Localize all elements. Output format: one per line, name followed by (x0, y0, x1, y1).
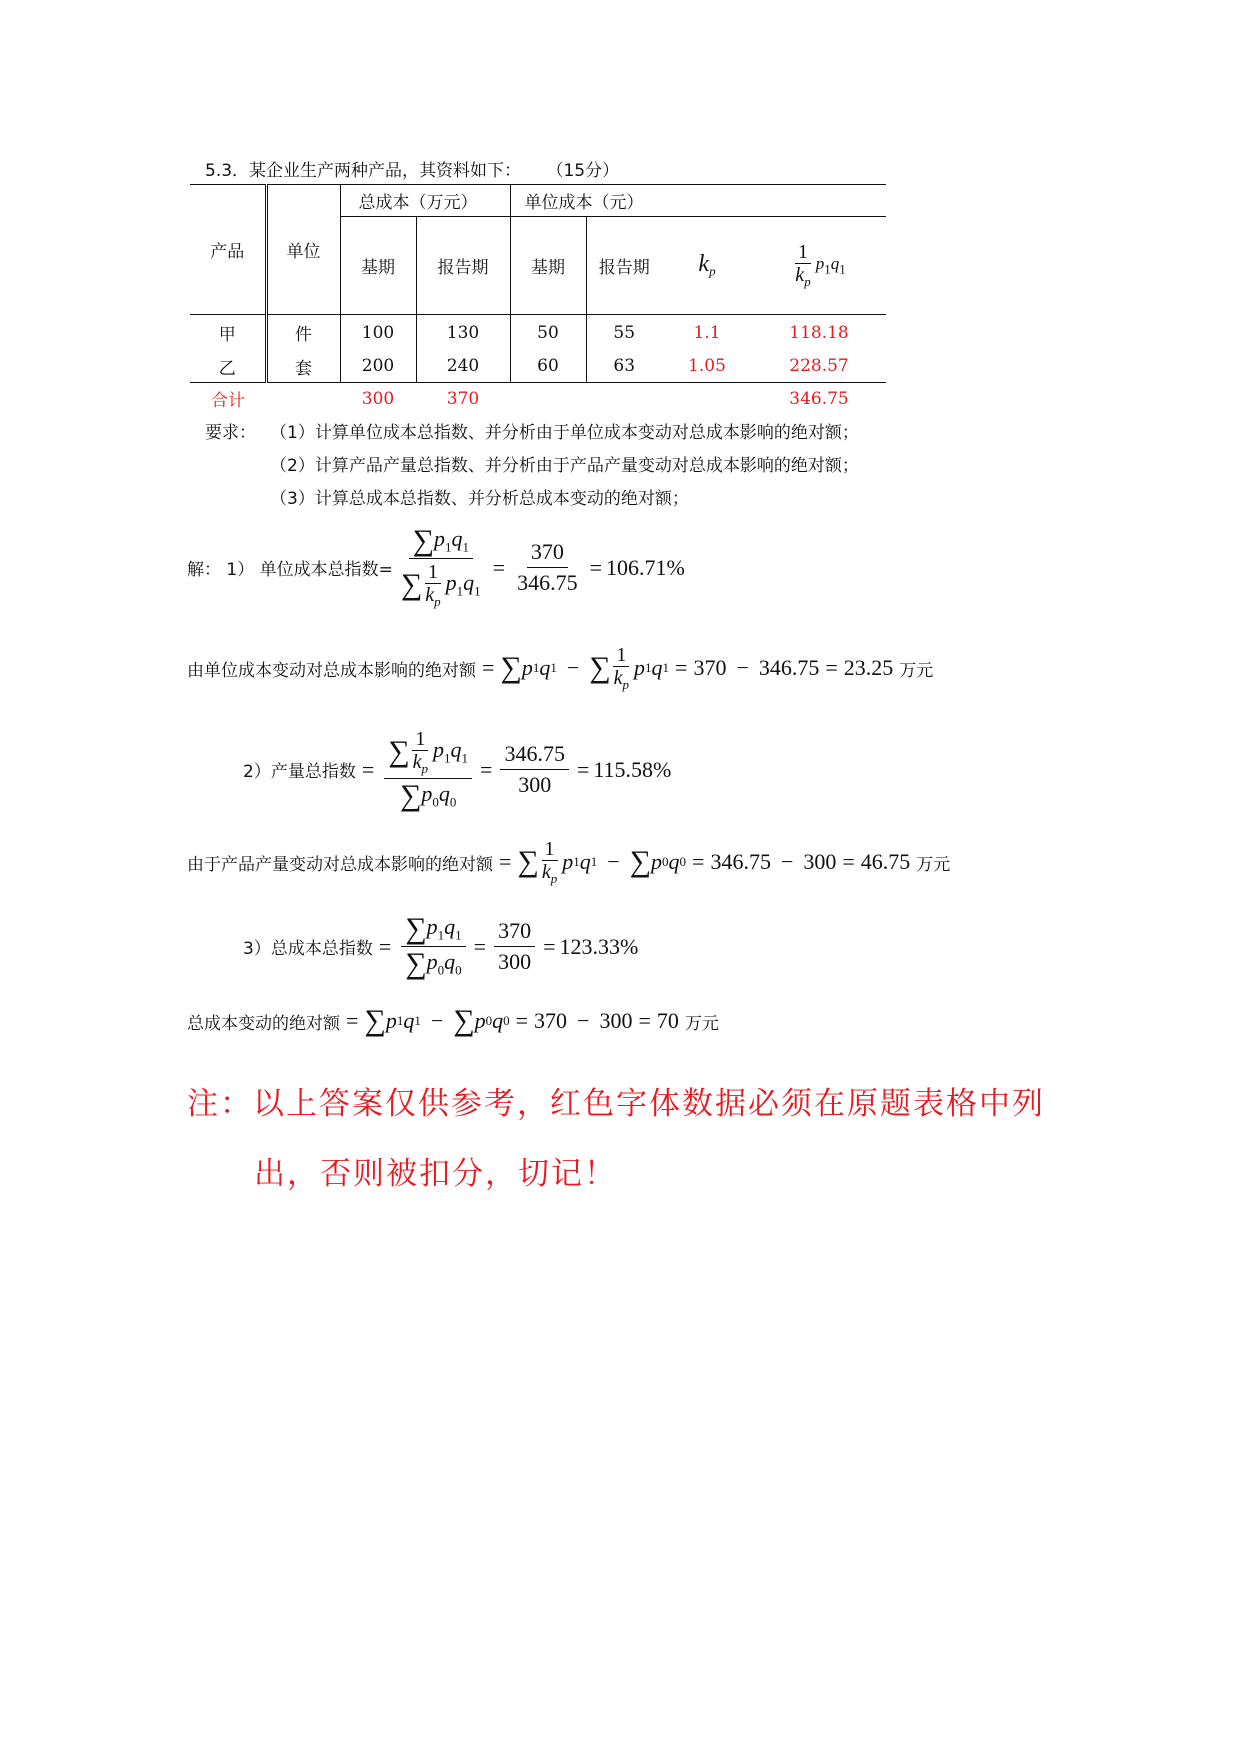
header-product: 产品 (190, 185, 266, 315)
s1b-result: 23.25 (843, 655, 894, 681)
table-total-row (190, 383, 886, 415)
cell-total-tc-base: 300 (340, 383, 416, 415)
cell-adjusted: 228.57 (789, 356, 849, 377)
s1b-b: 346.75 (758, 655, 820, 681)
solution-1-label: 解： 1） 单位成本总指数= (187, 560, 393, 581)
cell-uc-report: 63 (613, 356, 636, 377)
cell-adjusted: 118.18 (752, 315, 886, 351)
s2b-b: 300 (803, 849, 837, 875)
s1-result: 106.71% (606, 554, 685, 580)
s3b-a: 370 (534, 1008, 568, 1033)
solution-3-label: 3）总成本总指数 (243, 939, 373, 959)
requirement-item: （2）计算产品产量总指数、并分析由于产品产量变动对总成本影响的绝对额； (270, 456, 859, 476)
header-tc-base: 基期 (340, 217, 416, 315)
header-uc-report: 报告期 (598, 258, 650, 278)
s2b-a: 346.75 (710, 849, 771, 875)
formula-fraction: $\sum p_1q_1$ ∑ $\frac{1}{k_p}$ $p_1q_1$ (400, 524, 481, 609)
header-tc-report: 报告期 (416, 217, 510, 315)
solution-3b-label: 总成本变动的绝对额 (187, 1013, 340, 1034)
formula-fraction: $\frac{\sum p_1q_1}{\sum p_0q_0}$ (401, 914, 465, 979)
cell-uc-base: 50 (510, 315, 586, 351)
requirement-item: （1）计算单位成本总指数、并分析由于单位成本变动对总成本影响的绝对额； (270, 423, 859, 443)
unit-label: 万元 (899, 660, 934, 681)
cell-unit: 套 (266, 351, 340, 383)
cell-kp: 1.05 (688, 356, 726, 377)
cell-product: 甲 (190, 315, 266, 351)
s1-num: 370 (527, 539, 568, 568)
header-kp: $k_p$ (698, 251, 716, 279)
value-fraction (494, 918, 535, 975)
cell-tc-base: 200 (340, 351, 416, 383)
table-row (190, 351, 886, 383)
header-unit-cost: 单位成本（元） (510, 185, 886, 217)
cell-kp: 1.1 (662, 315, 752, 351)
s2-num: 346.75 (500, 741, 569, 770)
solution-2-label: 2）产量总指数 (243, 762, 356, 783)
cell-uc-base: 60 (510, 351, 586, 383)
header-adjusted: $\frac{1}{k_p}$ $p_1q_1$ (795, 241, 846, 290)
solution-1-index: 解： 1） 单位成本总指数= $\sum p_1q_1$ ∑ $\frac{1}{k_p}$ $p_1q_1$ = $\frac{370}{346.75}$ = 106.71% (187, 524, 685, 609)
problem-title (205, 156, 619, 181)
formula-fraction: ∑ $\frac{1}{k_p}$ $p_1q_1$ $\sum p_0q_0$ (384, 728, 472, 811)
unit-label: 万元 (916, 854, 951, 875)
note-line-1: 注：以上答案仅供参考，红色字体数据必须在原题表格中列 (187, 1086, 1045, 1122)
value-fraction (513, 539, 582, 596)
problem-title-text: 5.3．某企业生产两种产品，其资料如下： (205, 161, 522, 181)
s3-num: 370 (494, 918, 535, 947)
cell-product: 乙 (218, 358, 236, 379)
cell-tc-report: 130 (416, 315, 510, 351)
solution-3-absolute: 总成本变动的绝对额 = ∑ p 1 q 1 − ∑ p 0 q 0 = 370 − 300 = 70 万元 (187, 1004, 719, 1037)
table-row (190, 315, 886, 351)
cell-tc-report: 240 (416, 351, 510, 383)
s1b-a: 370 (693, 655, 727, 681)
header-total-cost: 总成本（万元） (340, 185, 510, 217)
s3b-result: 70 (656, 1008, 679, 1033)
cell-uc-report: 55 (586, 315, 662, 351)
solution-2b-label: 由于产品产量变动对总成本影响的绝对额 (187, 854, 493, 875)
unit-label: 万元 (684, 1013, 719, 1034)
cell-tc-base: 100 (340, 315, 416, 351)
cell-total-adjusted: 346.75 (752, 383, 886, 415)
solution-1b-label: 由单位成本变动对总成本影响的绝对额 (187, 660, 476, 681)
header-unit: 单位 (266, 185, 340, 315)
s2-result: 115.58% (593, 756, 672, 782)
s2b-result: 46.75 (860, 849, 911, 875)
solution-2-absolute: 由于产品产量变动对总成本影响的绝对额 = ∑ 1 $k_p$ p 1 q 1 − ∑ p 0 q 0 = 346.75 − 300 = 46.75 万元 (187, 838, 951, 886)
header-uc-base: 基期 (510, 217, 586, 315)
cell-total-label: 合计 (190, 383, 266, 415)
cell-total-tc-report: 370 (416, 383, 510, 415)
s3b-b: 300 (599, 1008, 633, 1033)
requirement-item: （3）计算总成本总指数、并分析总成本变动的绝对额； (270, 489, 689, 509)
cell-unit: 件 (266, 315, 340, 351)
solution-1-absolute: 由单位成本变动对总成本影响的绝对额 = ∑ p 1 q 1 − ∑ 1 $k_p$ p 1 q 1 = 370 − 346.75 = 23.25 万元 (187, 644, 934, 692)
s1-den: 346.75 (517, 570, 578, 596)
solution-2-index: 2）产量总指数 = ∑ $\frac{1}{k_p}$ $p_1q_1$ $\sum p_0q_0$ = $\frac{346.75}{300}$ = 115.58% (243, 728, 672, 813)
s2-den: 300 (518, 772, 552, 798)
data-table (190, 184, 886, 415)
value-fraction (500, 741, 569, 798)
problem-score: （15分） (546, 161, 620, 181)
s3-den: 300 (498, 949, 532, 974)
requirements-label: 要求： (205, 423, 256, 443)
note-line-2: 出，否则被扣分，切记！ (254, 1156, 617, 1192)
s3-result: 123.33% (559, 933, 639, 959)
solution-3-index: 3）总成本总指数 = $\frac{\sum p_1q_1}{\sum p_0q_0}$ = $\frac{370}{300}$ = 123.33% (243, 912, 639, 980)
